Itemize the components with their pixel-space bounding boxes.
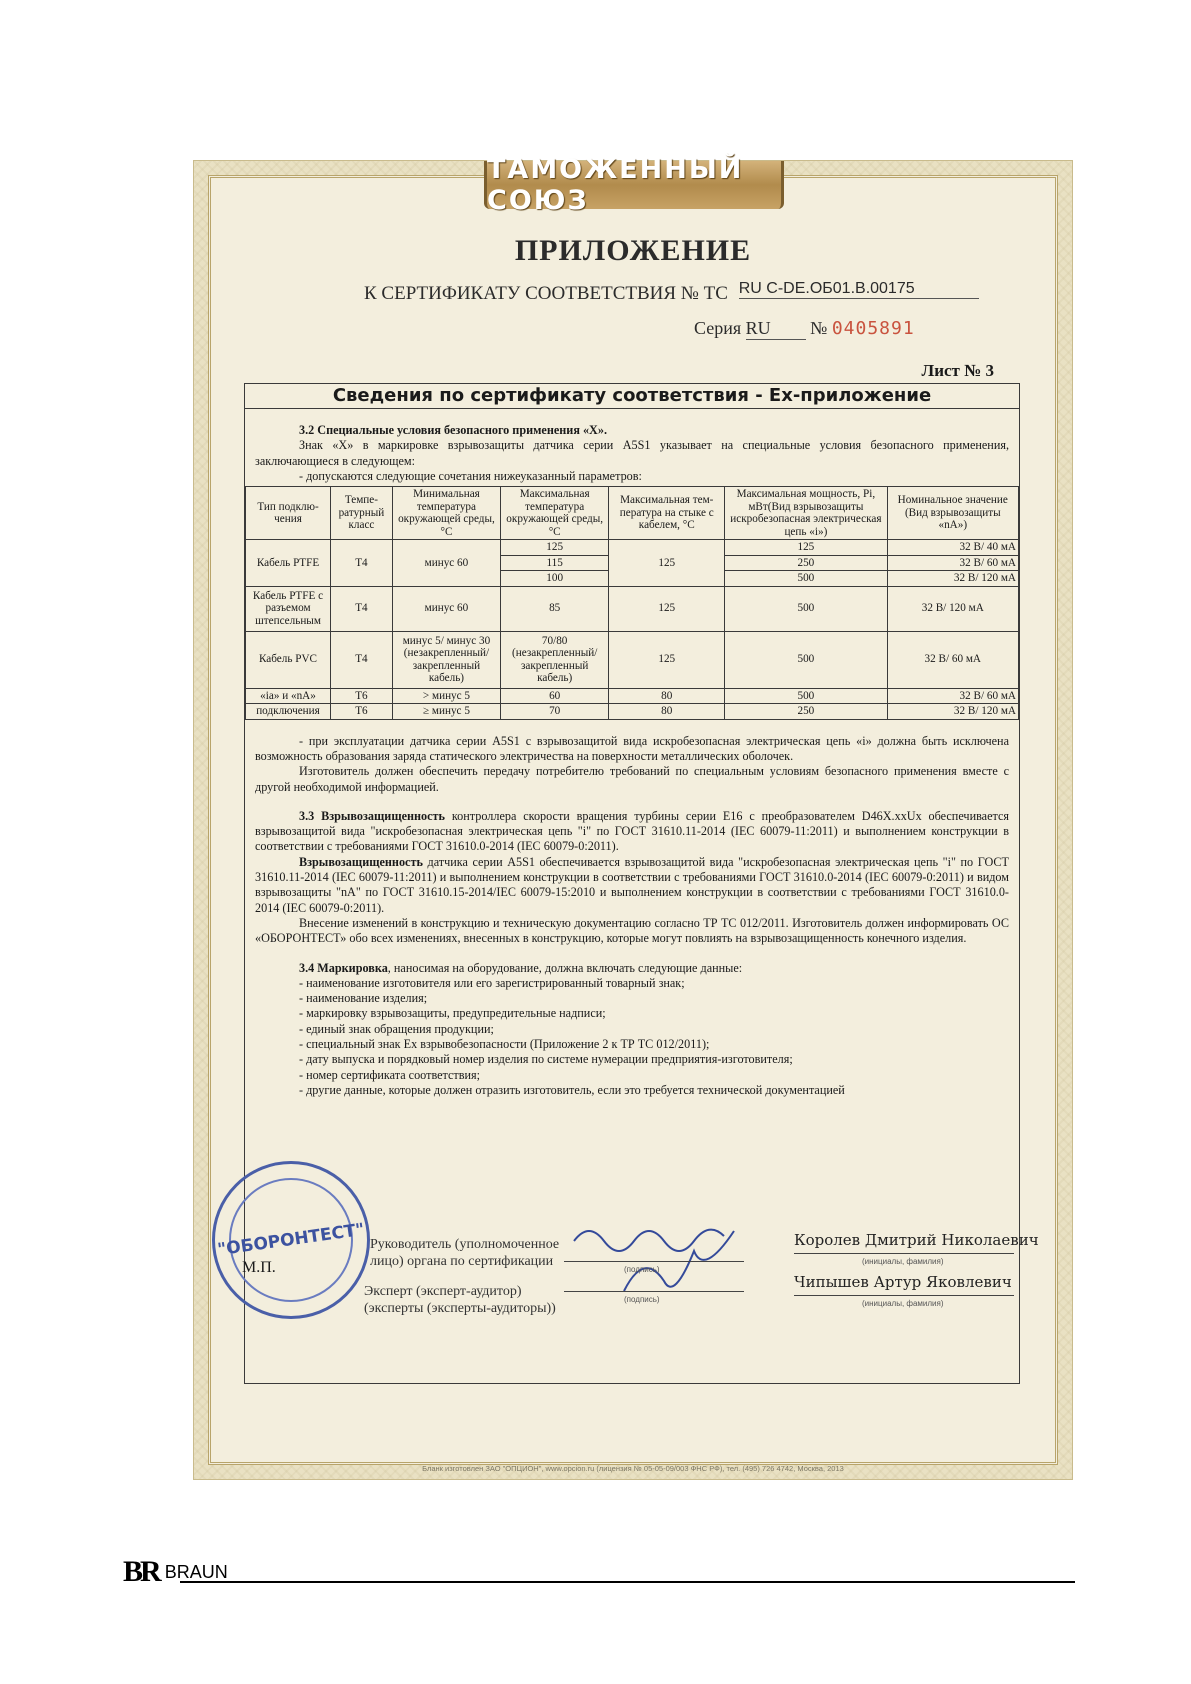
appendix-content	[245, 423, 1019, 484]
expert-label-line1: Эксперт (эксперт-аудитор)	[364, 1284, 522, 1299]
customs-union-banner	[484, 154, 784, 216]
col-max-joint: Максимальная тем-пература на стыке с кабелем, °С	[609, 487, 725, 540]
cell: 32 В/ 60 мА	[887, 688, 1018, 704]
cell: 32 В/ 120 мА	[887, 571, 1018, 587]
cert-prefix: № ТС	[680, 283, 728, 304]
after-table-para1: - при эксплуатации датчика серии A5S1 с взрывозащитой вида искробезопасная электрическая цепь «i» должна быть исключена возможность образования заряда статического электричества на поверхности металлических оболочек.	[255, 733, 1009, 763]
cell: 32 В/ 120 мА	[887, 704, 1018, 720]
cell: Кабель PVC	[246, 631, 331, 688]
cell: 115	[501, 555, 609, 571]
section-3-2-para2: - допускаются следующие сочетания нижеуказанный параметров:	[299, 468, 642, 483]
list-item: - наименование изготовителя или его зарегистрированный товарный знак;	[299, 975, 685, 990]
table-row	[246, 704, 1019, 720]
cell: 500	[725, 586, 887, 631]
cell: 250	[725, 555, 887, 571]
document-title: ПРИЛОЖЕНИЕ	[514, 234, 752, 267]
section-3-3-para3: Внесение изменений в конструкцию и техническую документацию согласно ТР ТС 012/2011. Изготовитель должен информировать ОС «ОБОРОНТЕСТ» обо всех изменениях, внесенных в конструкцию, которые могут повлиять на взрывозащищенность конечного изделия.	[255, 915, 1009, 946]
col-temp-class: Темпе-ратурный класс	[331, 487, 393, 540]
cell: T4	[331, 631, 393, 688]
cell: минус 5/ минус 30 (незакрепленный/ закрепленный кабель)	[392, 631, 500, 688]
series-label: Серия	[694, 318, 742, 338]
footer-rule	[180, 1581, 1075, 1583]
parameters-table	[245, 486, 1019, 720]
cell: Кабель PTFE с разъемом штепсельным	[246, 586, 331, 631]
cell: 80	[609, 704, 725, 720]
list-item: - наименование изделия;	[299, 991, 428, 1006]
expert-label	[364, 1283, 556, 1317]
cell: «ia» и «nA»	[246, 688, 331, 704]
head-label	[370, 1236, 559, 1270]
col-min-ambient: Минимальная температура окружающей среды, °С	[392, 487, 500, 540]
brand-name: BRAUN	[164, 1561, 228, 1582]
cell: ≥ минус 5	[392, 704, 500, 720]
head-name-line	[794, 1253, 1014, 1254]
section-3-2-heading: 3.2 Специальные условия безопасного применения «Х».	[299, 423, 607, 437]
col-nominal: Номинальное значение (Вид взрывозащиты «nA»)	[887, 487, 1018, 540]
cell: минус 60	[392, 540, 500, 587]
col-connection-type: Тип подклю-чения	[246, 487, 331, 540]
head-signature-caption: (подпись)	[624, 1265, 660, 1274]
cell: 125	[725, 540, 887, 556]
cell: 32 В/ 120 мА	[887, 586, 1018, 631]
table-row	[246, 540, 1019, 556]
form-number: 0405891	[831, 318, 915, 339]
list-item: - дату выпуска и порядковый номер изделия по системе нумерации предприятия-изготовителя;	[299, 1052, 793, 1067]
print-note: Бланк изготовлен ЗАО "ОПЦИОН", www.opcion.ru (лицензия № 05-05-09/003 ФНС РФ), тел. (495) 726 4742, Москва, 2013	[422, 1464, 844, 1473]
stamp-text: "ОБОРОНТЕСТ"	[216, 1219, 366, 1261]
oborontest-stamp	[212, 1161, 370, 1319]
section-3-3-lead: 3.3 Взрывозащищенность	[299, 808, 445, 823]
head-name: Королев Дмитрий Николаевич	[794, 1231, 1039, 1249]
cell: T4	[331, 586, 393, 631]
cell: T6	[331, 704, 393, 720]
expert-name-caption: (инициалы, фамилия)	[862, 1299, 944, 1308]
table-row	[246, 586, 1019, 631]
table-header-row	[246, 487, 1019, 540]
series-line	[694, 318, 915, 340]
head-name-caption: (инициалы, фамилия)	[862, 1257, 944, 1266]
section-3-2-para1: Знак «Х» в маркировке взрывозащиты датчика серии A5S1 указывает на специальные условия безопасного применения, заключающиеся в следующем:	[255, 438, 1009, 468]
cell: T6	[331, 688, 393, 704]
braun-logo: BR	[123, 1555, 159, 1588]
cell: 32 В/ 60 мА	[887, 631, 1018, 688]
cell: 80	[609, 688, 725, 704]
section-3-3-lead2: Взрывозащищенность	[299, 854, 423, 869]
col-max-ambient: Максимальная температура окружающей среды, °С	[501, 487, 609, 540]
expert-name: Чипышев Артур Яковлевич	[794, 1273, 1012, 1291]
head-signature-line	[564, 1261, 744, 1262]
list-item: - единый знак обращения продукции;	[299, 1021, 494, 1036]
cell: 500	[725, 571, 887, 587]
section-3-4-intro	[255, 961, 1009, 976]
cert-label: К СЕРТИФИКАТУ СООТВЕТСТВИЯ	[364, 283, 677, 304]
cell: минус 60	[392, 586, 500, 631]
head-label-line1: Руководитель (уполномоченное	[370, 1237, 560, 1252]
expert-signature-line	[564, 1291, 744, 1292]
cell: подключения	[246, 704, 331, 720]
section-3-4-intro-text: , наносимая на оборудование, должна включать следующие данные:	[387, 960, 743, 975]
mp-label: М.П.	[242, 1259, 276, 1276]
cell: 125	[609, 631, 725, 688]
section-3-3-para2	[255, 855, 1009, 916]
cell: 32 В/ 60 мА	[887, 555, 1018, 571]
cell: T4	[331, 540, 393, 587]
cell: 100	[501, 571, 609, 587]
certificate-number-line	[364, 280, 979, 305]
table-row	[246, 631, 1019, 688]
table-row	[246, 688, 1019, 704]
list-item: - маркировку взрывозащиты, предупредительные надписи;	[299, 1006, 606, 1021]
cell: Кабель PTFE	[246, 540, 331, 587]
cell: 250	[725, 704, 887, 720]
braun-brand	[123, 1555, 228, 1589]
form-no-label: №	[810, 318, 828, 338]
cell: 70	[501, 704, 609, 720]
section-3-4-lead: 3.4 Маркировка	[299, 960, 388, 975]
expert-signature-caption: (подпись)	[624, 1295, 660, 1304]
cell: 125	[609, 540, 725, 587]
cell: 70/80 (незакрепленный/ закрепленный кабель)	[501, 631, 609, 688]
cell: 500	[725, 688, 887, 704]
appendix-content-2	[245, 734, 1019, 1099]
list-item: - другие данные, которые должен отразить изготовитель, если это требуется технической документацией	[299, 1082, 845, 1097]
expert-label-line2: (эксперты (эксперты-аудиторы))	[364, 1301, 556, 1316]
cell: 125	[609, 586, 725, 631]
expert-name-line	[794, 1295, 1014, 1296]
signature-scribble	[564, 1211, 764, 1301]
cell: 500	[725, 631, 887, 688]
box-heading: Сведения по сертификату соответствия - Ex-приложение	[245, 384, 1019, 409]
cell: 125	[501, 540, 609, 556]
certificate-sheet	[193, 154, 1073, 1480]
after-table-para2: Изготовитель должен обеспечить передачу потребителю требований по специальным условиям безопасного применения вместе с другой необходимой информацией.	[255, 764, 1009, 794]
list-item: - номер сертификата соответствия;	[299, 1067, 481, 1082]
cert-number: RU C-DE.ОБ01.В.00175	[739, 280, 979, 299]
banner-text: ТАМОЖЕННЫЙ СОЮЗ	[487, 154, 744, 216]
sheet-number: Лист № 3	[921, 361, 994, 380]
col-max-power: Максимальная мощность, Pi, мВт(Вид взрывозащиты искробезопасная электрическая цепь «i»)	[725, 487, 887, 540]
head-label-line2: лицо) органа по сертификации	[370, 1254, 554, 1269]
section-3-3-para1	[255, 809, 1009, 855]
list-item: - специальный знак Ех взрывобезопасности (Приложение 2 к ТР ТС 012/2011);	[299, 1037, 710, 1052]
section-3-3-text2: датчика серии A5S1 обеспечивается взрывозащитой вида "искробезопасная электрическая цепь "i" по ГОСТ 31610.11-2014 (IEC 60079-11:2011) и выполнением конструкции в соответствии с требованиями ГОСТ 31610.0-2014 (IEC 60079-0:2011) и видом взрывозащиты "nA" по ГОСТ 31610.15-2014/IEC 60079-15:2010 и выполнением конструкции в соответствии с требованиями ГОСТ 31610.0-2014 (IEC 60079-0:2011).	[255, 854, 1010, 915]
cell: 85	[501, 586, 609, 631]
cell: > минус 5	[392, 688, 500, 704]
cell: 60	[501, 688, 609, 704]
series-value: RU	[746, 318, 806, 340]
cell: 32 В/ 40 мА	[887, 540, 1018, 556]
section-3-3-text1: контроллера скорости вращения турбины серии Е16 с преобразователем D46X.xxUx обеспечивается взрывозащитой вида "искробезопасная электрическая цепь "i" по ГОСТ 31610.11-2014 (IEC 60079-11:2011) и выполнением конструкции в соответствии с требованиями ГОСТ 31610.0-2014 (IEC 60079-0:2011).	[255, 808, 1009, 854]
